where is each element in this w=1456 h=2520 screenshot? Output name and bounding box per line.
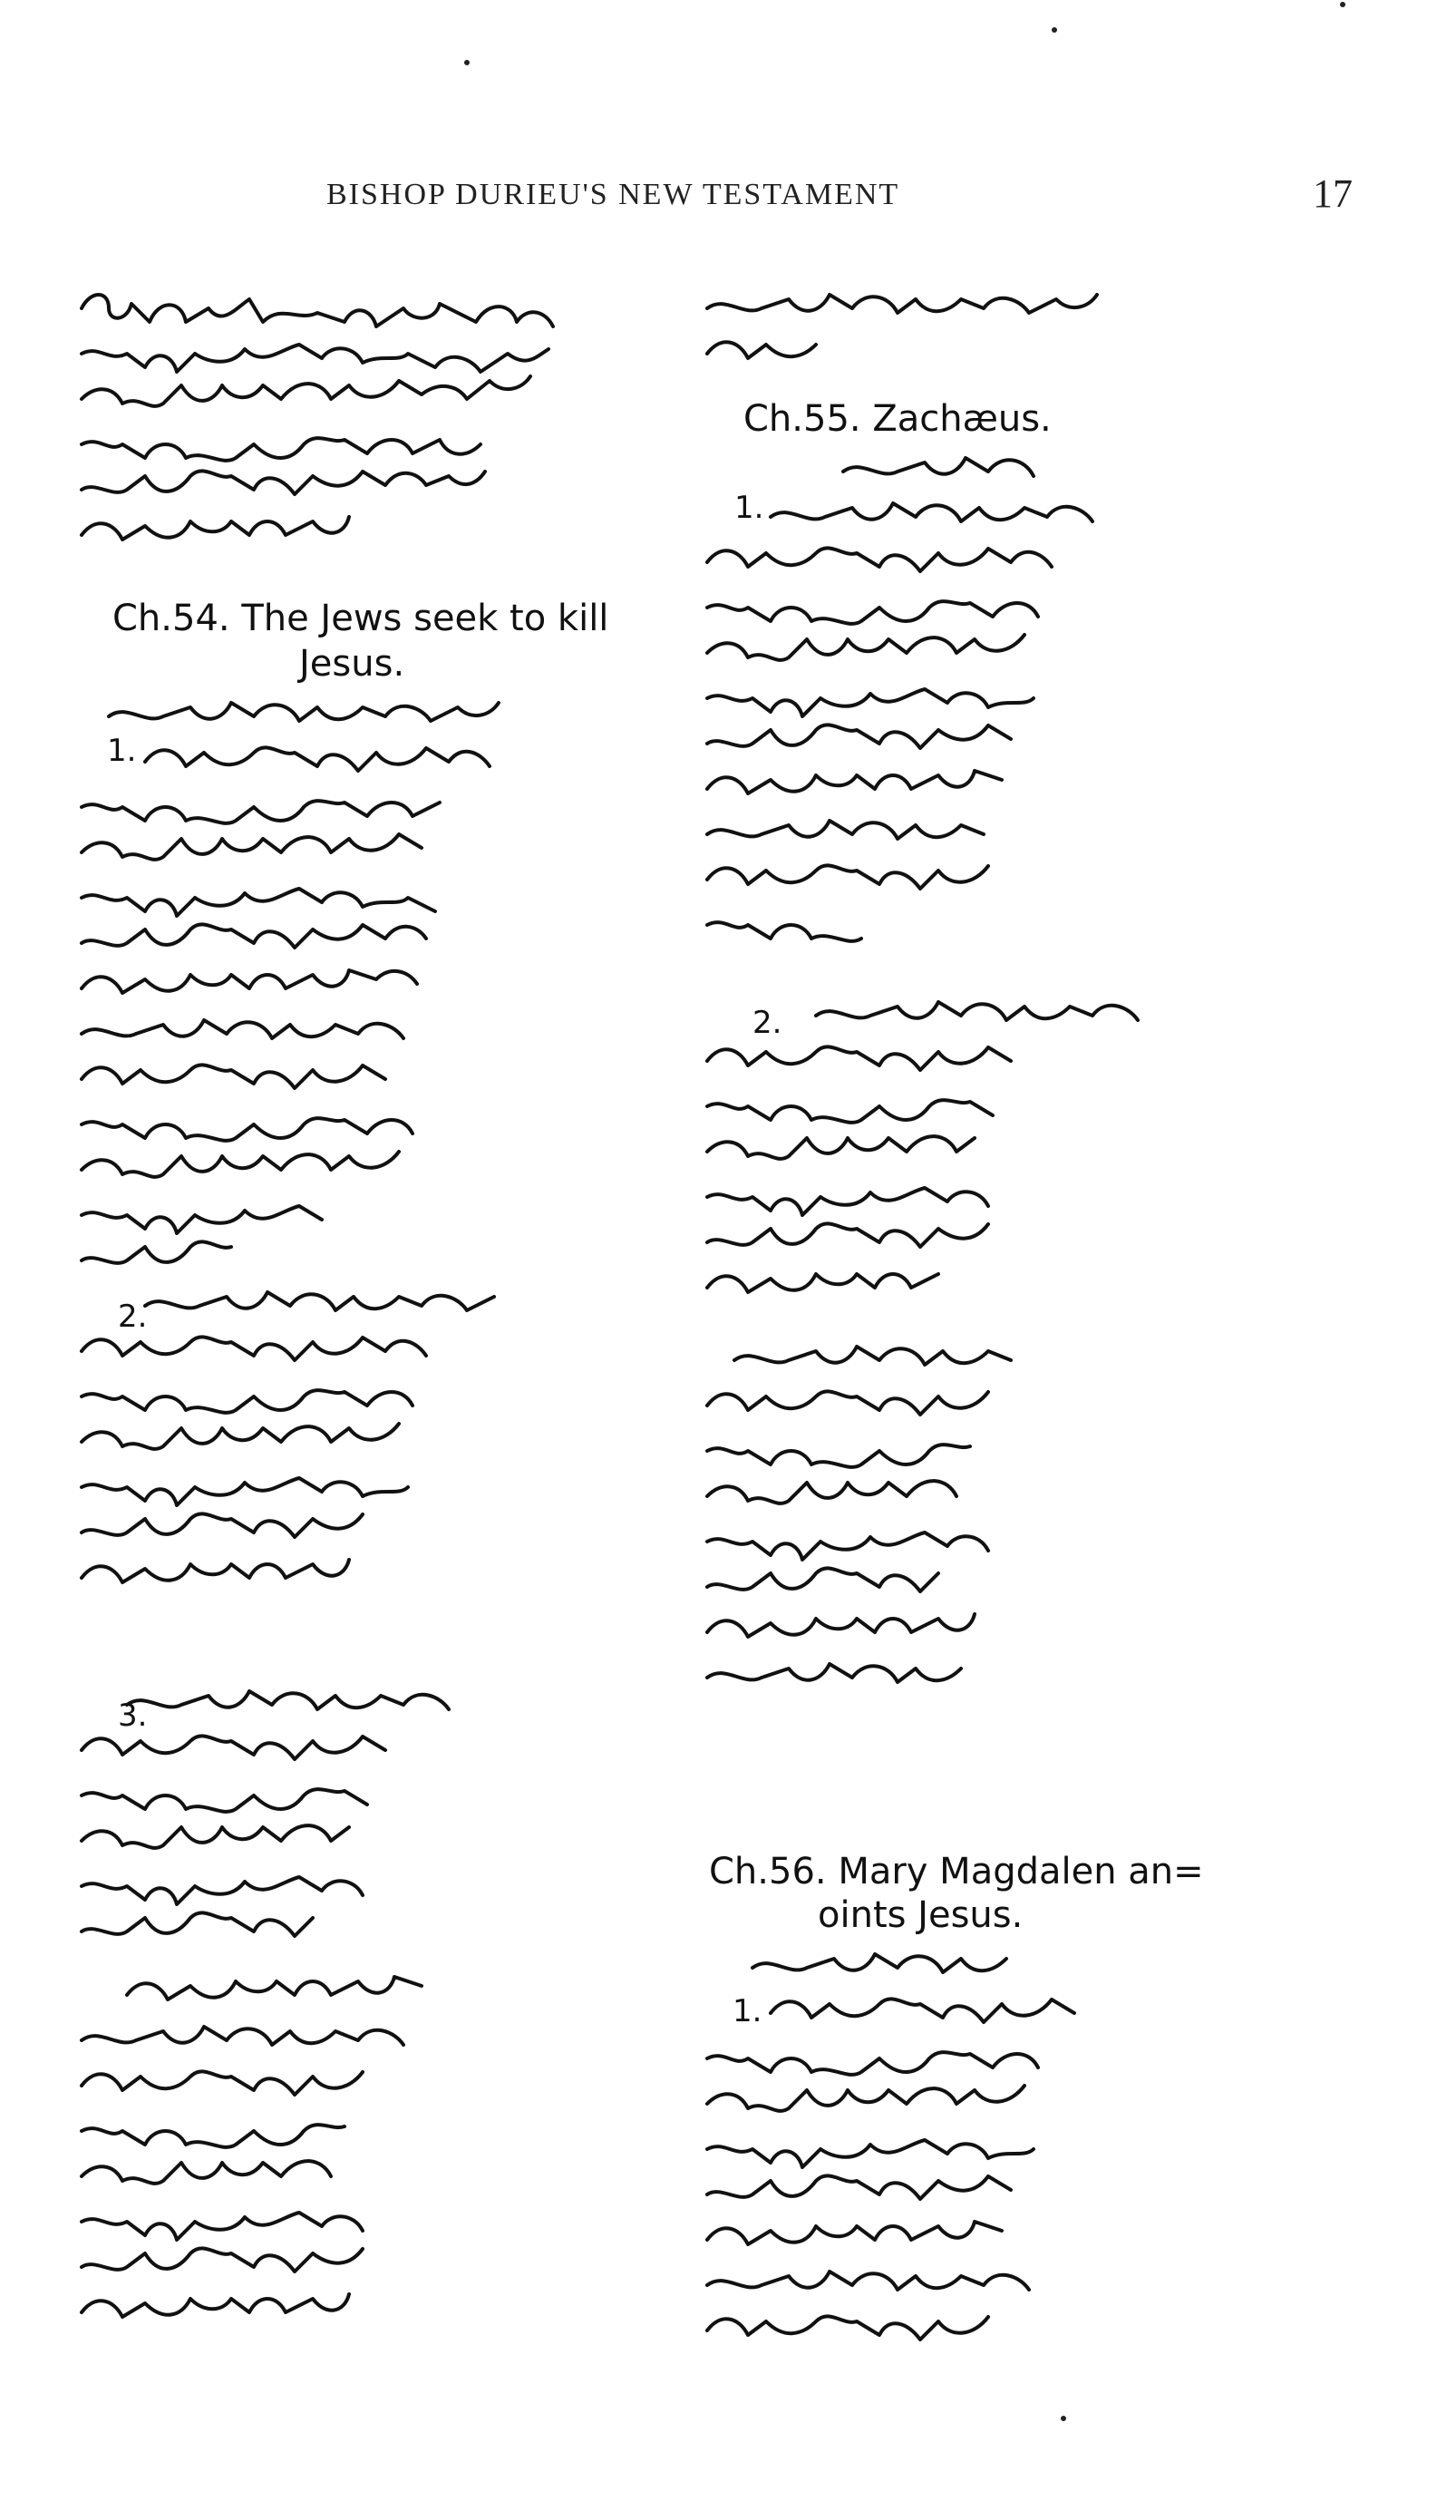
scan-speck bbox=[464, 60, 470, 65]
shorthand-block-left-54 bbox=[73, 689, 707, 1306]
verse-marker: 1. bbox=[107, 733, 137, 769]
shorthand-block-left-v2 bbox=[73, 1270, 707, 1650]
shorthand-block-right-top bbox=[698, 272, 1333, 381]
shorthand-block-left-top bbox=[73, 272, 707, 580]
scan-speck bbox=[1061, 2416, 1066, 2421]
chapter-54-title: Ch.54. The Jews seek to kill bbox=[112, 598, 609, 639]
page-number: 17 bbox=[1313, 171, 1353, 216]
shorthand-block-right-56 bbox=[698, 1941, 1333, 2376]
scan-speck bbox=[1052, 27, 1057, 33]
scan-speck bbox=[1340, 2, 1345, 7]
chapter-56-title-continued: oints Jesus. bbox=[818, 1894, 1024, 1936]
chapter-54-title-continued: Jesus. bbox=[299, 643, 405, 685]
verse-marker: 1. bbox=[734, 490, 764, 526]
verse-marker: 3. bbox=[118, 1698, 148, 1734]
chapter-55-title: Ch.55. Zachæus. bbox=[743, 398, 1052, 440]
verse-marker: 2. bbox=[752, 1005, 782, 1041]
verse-marker: 2. bbox=[118, 1299, 148, 1335]
chapter-56-title: Ch.56. Mary Magdalen an= bbox=[709, 1851, 1204, 1892]
shorthand-block-right-55 bbox=[698, 453, 1333, 1016]
verse-marker: 1. bbox=[733, 1993, 762, 2029]
shorthand-block-right-v2 bbox=[698, 979, 1333, 1814]
shorthand-block-left-v3 bbox=[73, 1669, 707, 2376]
running-title: BISHOP DURIEU'S NEW TESTAMENT bbox=[326, 178, 900, 211]
